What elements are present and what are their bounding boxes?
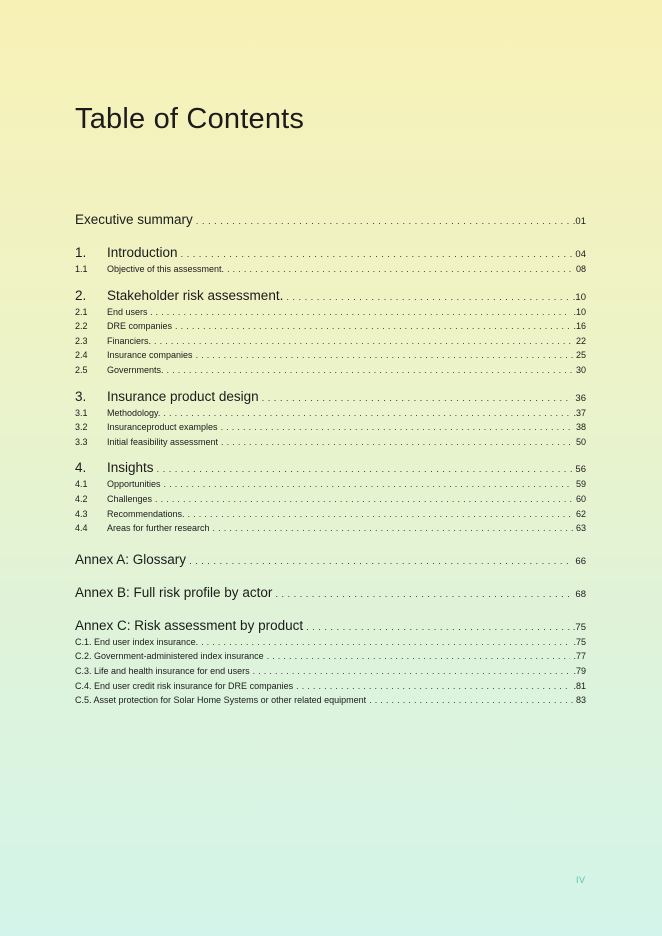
toc-subsection-page: 08 [575,264,586,274]
toc-annex-c-item-5[interactable] [75,693,586,708]
toc-entry-executive-summary[interactable] [75,210,586,229]
toc-subsection-label: Recommendations. [107,508,185,519]
toc-subsection-2-5[interactable] [75,363,586,378]
toc-entry-label: Executive summary [75,212,193,227]
toc-subsection-page: 38 [575,422,586,433]
toc-subsection-label: Governments. [107,364,164,375]
toc-annex-c-item-2[interactable] [75,649,586,664]
toc-annex-page: .75 [572,621,586,633]
toc-section-page: 04 [575,249,586,260]
toc-section-number: 1. [75,245,87,260]
leader-dots [163,406,570,421]
toc-subsection-page: 50 [575,436,586,447]
toc-subsection-3-2[interactable] [75,420,586,435]
table-of-contents [75,210,586,708]
toc-annex-item-label: C.5. Asset protection for Solar Home Systems or other related equipment [75,695,367,706]
toc-annex-c-item-3[interactable] [75,664,586,679]
toc-subsection-number: 2.1 [75,306,88,317]
toc-annex-c-item-4[interactable] [75,679,586,694]
page-number: IV [576,875,586,885]
toc-annex-c-item-1[interactable] [75,635,586,650]
toc-annex-item-label: C.3. Life and health insurance for end users [75,665,250,676]
toc-annex-item-page: .79 [573,665,586,676]
leader-dots [267,649,571,664]
leader-dots [221,435,573,450]
toc-subsection-label: Areas for further research [107,523,210,534]
toc-subsection-label: Financiers. [107,335,152,346]
toc-subsection-3-3[interactable] [75,435,586,450]
toc-subsection-number: 3.1 [75,407,88,418]
toc-section-label: Insights [107,460,154,476]
toc-section-4[interactable] [75,458,586,477]
toc-subsection-label: DRE companies [107,321,173,332]
toc-annex-item-page: 83 [575,695,586,706]
leader-dots [227,262,573,277]
toc-subsection-page: 62 [575,508,586,519]
toc-subsection-number: 4.3 [75,508,88,519]
toc-subsection-page: 60 [575,493,586,504]
toc-subsection-label: Initial feasibility assessment [107,436,219,447]
toc-subsection-label: Challenges [107,493,153,504]
toc-section-page: 36 [575,392,586,404]
toc-subsection-number: 3.3 [75,436,88,447]
toc-subsection-4-4[interactable] [75,521,586,536]
leader-dots [155,492,573,507]
toc-annex-b[interactable] [75,583,586,602]
toc-section-number: 4. [75,460,87,476]
leader-dots [296,679,570,694]
toc-subsection-number: 4.2 [75,493,88,504]
leader-dots [188,507,573,522]
toc-section-page: 56 [575,464,586,476]
toc-annex-item-page: .75 [573,636,586,647]
toc-annex-page: 68 [575,588,586,600]
toc-annex-page: 66 [575,555,586,567]
leader-dots [167,363,573,378]
toc-subsection-page: .16 [573,321,586,332]
toc-subsection-page: 63 [575,523,586,534]
toc-section-3[interactable] [75,387,586,406]
toc-annex-label: Annex C: Risk assessment by product [75,617,304,633]
toc-subsection-4-2[interactable] [75,492,586,507]
toc-subsection-number: 2.2 [75,321,88,332]
toc-section-label: Stakeholder risk assessment. [107,287,284,303]
toc-section-page: .10 [572,291,586,303]
toc-subsection-number: 2.5 [75,364,88,375]
toc-entry-page: .01 [572,216,586,227]
toc-section-label: Insurance product design [107,388,259,404]
leader-dots [189,552,572,571]
toc-annex-item-label: C.4. End user credit risk insurance for DRE companies [75,680,294,691]
leader-dots [201,635,570,650]
leader-dots [154,334,573,349]
toc-subsection-number: 4.1 [75,479,88,490]
toc-annex-label: Annex B: Full risk profile by actor [75,584,273,600]
leader-dots [175,319,570,334]
toc-section-number: 3. [75,388,87,404]
leader-dots [164,477,573,492]
toc-annex-item-page: .81 [573,680,586,691]
toc-subsection-label: Methodology. [107,407,161,418]
toc-subsection-1-1[interactable] [75,262,586,277]
toc-subsection-number: 4.4 [75,523,88,534]
toc-subsection-label: Insurance companies [107,350,193,361]
toc-subsection-label: End users . [107,306,153,317]
toc-annex-c[interactable] [75,616,586,635]
toc-subsection-number: 2.4 [75,350,88,361]
leader-dots [196,212,570,231]
leader-dots [156,305,571,320]
toc-subsection-2-1[interactable] [75,305,586,320]
toc-subsection-3-1[interactable] [75,406,586,421]
toc-subsection-2-3[interactable] [75,334,586,349]
toc-annex-item-label: C.1. End user index insurance. [75,636,199,647]
toc-subsection-page: 25 [575,350,586,361]
toc-subsection-2-2[interactable] [75,319,586,334]
leader-dots [213,521,573,536]
leader-dots [196,348,573,363]
toc-section-1[interactable] [75,243,586,262]
toc-annex-item-page: .77 [573,651,586,662]
toc-subsection-4-3[interactable] [75,507,586,522]
toc-section-2[interactable] [75,286,586,305]
toc-subsection-number: 2.3 [75,335,88,346]
toc-annex-item-label: C.2. Government-administered index insurance [75,651,264,662]
toc-subsection-label: Insuranceproduct examples [107,422,218,433]
toc-subsection-page: 59 [575,479,586,490]
leader-dots [253,664,571,679]
toc-subsection-page: 30 [575,364,586,375]
toc-annex-label: Annex A: Glossary [75,551,187,567]
leader-dots [221,420,573,435]
toc-subsection-page: .10 [573,306,586,317]
toc-section-number: 2. [75,287,87,303]
toc-subsection-2-4[interactable] [75,348,586,363]
leader-dots [275,585,572,604]
toc-annex-a[interactable] [75,550,586,569]
toc-subsection-4-1[interactable] [75,477,586,492]
toc-subsection-label: Opportunities [107,479,161,490]
toc-subsection-number: 1.1 [75,264,88,274]
toc-subsection-label: Objective of this assessment. [107,264,225,274]
toc-section-label: Introduction [107,245,178,260]
toc-subsection-page: 22 [575,335,586,346]
toc-subsection-page: .37 [573,407,586,418]
toc-subsection-number: 3.2 [75,422,88,433]
leader-dots [369,693,573,708]
page-title: Table of Contents [75,103,305,135]
